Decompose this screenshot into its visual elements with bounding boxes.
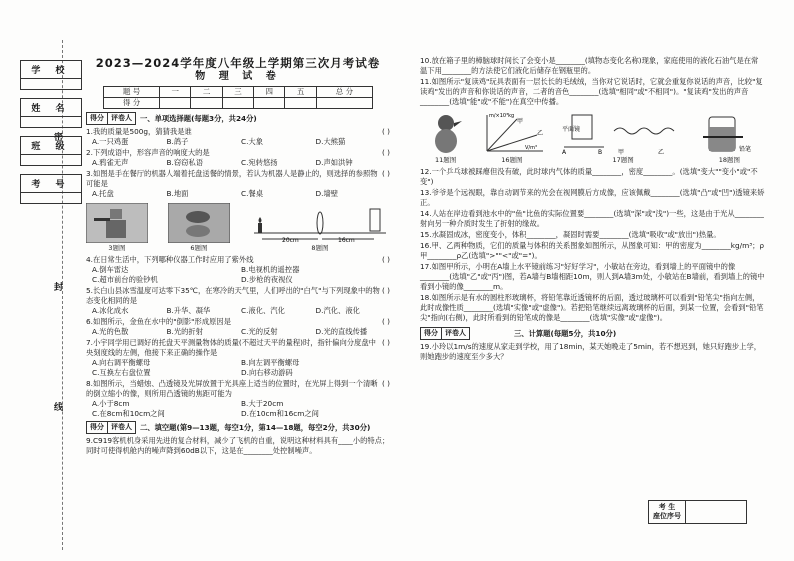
grader-reviewer-label: 评卷人	[111, 114, 132, 122]
section2-heading: 二、填空题(第9—13题，每空1分，第14—18题，每空2分，共30分)	[140, 422, 371, 432]
question-stem: 6.如图所示，金鱼在水中的"倒影"形成原因是	[86, 317, 232, 326]
grader-score-label: 得分	[421, 328, 442, 339]
grader-reviewer-label: 评卷人	[111, 423, 132, 431]
grader-box	[86, 421, 136, 434]
exam-no-box	[20, 174, 82, 204]
grader-box	[420, 327, 470, 340]
question-1	[86, 127, 390, 147]
option-item: A.倒车雷达	[92, 265, 129, 274]
goldfish-icon	[168, 203, 230, 243]
figure-caption: 16题图	[501, 156, 523, 164]
question-2	[86, 148, 390, 168]
option-item: A.一只鸡蛋	[92, 137, 129, 146]
option-item: A.向右调平衡螺母	[92, 358, 151, 367]
seat-number-box	[648, 500, 747, 524]
section2-header	[86, 421, 390, 434]
question-17: 17.如图甲所示，小明在A墙上水平镜前练习"好好学习"，小敏站在旁边，看到墙上的平面镜中的像________(选填"乙"或"丙")图，若A墙与B墙相距10m，则人到A墙3m处，小敏站在B墙前，看到墙上的镜中看到小镜的像________m。	[420, 262, 765, 291]
figure-caption: 3题图	[108, 244, 126, 252]
option-item: A.冰化成水	[92, 306, 129, 315]
axis-label: m/×10³kg	[488, 113, 515, 119]
option-item: B.地面	[166, 189, 189, 198]
mirror-label: 平面镜	[562, 126, 581, 133]
seat-label-line2: 座位序号	[653, 512, 681, 520]
school-box	[20, 60, 82, 90]
question-4	[86, 255, 390, 285]
option-item: C.大象	[241, 137, 264, 146]
answer-paren[interactable]: ( )	[381, 286, 390, 295]
answer-paren[interactable]: ( )	[381, 379, 390, 388]
distance-label: 20cm	[282, 237, 299, 243]
question-stem: 4.在日常生活中，下列哪种仪器工作时应用了紫外线	[86, 255, 254, 264]
class-label: 班 级	[21, 137, 81, 155]
glass-pencil-icon	[699, 111, 759, 155]
figure-caption: 17题图	[612, 156, 634, 164]
option-item: C.液化、汽化	[241, 306, 285, 315]
score-cell[interactable]	[316, 98, 372, 109]
question-stem: 5.长白山县冰雪温度可达零下35℃，在寒冷的天气里，人们呼出的"白气"与下列现象中的物态变化相同的是	[86, 286, 380, 305]
question-12: 12.一个乒乓球被踩瘪但没有破，此时球内气体的质量________，密度________。(选填"变大""变小"或"不变")	[420, 167, 758, 186]
answer-paren[interactable]: ( )	[381, 127, 390, 136]
question-stem: 7.小宇同学用已调好的托盘天平测量物体的质量(不超过天平的量程)时，指针偏向分度盘中央刻度线的左侧，他接下来正确的操作是	[86, 338, 376, 357]
figure-caption: 6题图	[190, 244, 208, 252]
figure-3	[86, 203, 148, 253]
question-8	[86, 379, 390, 419]
option-item: B.升华、凝华	[166, 306, 211, 315]
question-3	[86, 169, 390, 199]
question-19: 19.小玲以1m/s的速度从家走到学校，用了18min，某天她晚走了5min，若不想迟到，她只好跑步上学，则她跑步的速度至少多大？	[420, 342, 762, 361]
class-box	[20, 136, 82, 166]
mass-volume-graph	[477, 111, 547, 155]
option-item: B.窃窃私语	[166, 158, 204, 167]
score-header-cell: 一	[160, 87, 191, 98]
exam-title: 2023—2024学年度八年级上学期第三次月考试卷	[95, 56, 381, 70]
grader-score-label: 得分	[87, 422, 108, 433]
seat-number-field[interactable]	[686, 501, 746, 523]
option-list	[86, 265, 390, 285]
lens-bench-icon	[250, 203, 390, 243]
panel-label: 甲	[618, 149, 625, 155]
series-label: 乙	[536, 130, 543, 137]
toy-chicken-icon	[426, 111, 466, 155]
option-list	[86, 399, 390, 419]
option-list	[86, 189, 390, 199]
question-14: 14.人站在岸边看到池水中的"鱼"比鱼的实际位置要________(选填"深"或"浅")一些，这是由于光从________射向另一种介质时发生了折射的缘故。	[420, 209, 764, 228]
option-item: B.大于20cm	[241, 399, 284, 408]
score-header-cell: 题 号	[104, 87, 160, 98]
section3-header	[420, 327, 765, 340]
figure-16	[477, 111, 547, 165]
left-page	[86, 44, 390, 554]
option-item: D.步枪的夜视仪	[241, 275, 293, 284]
exam-no-label: 考 号	[21, 175, 81, 193]
figure-row-1	[86, 201, 390, 253]
binding-strip	[6, 40, 86, 540]
score-header-cell: 三	[222, 87, 253, 98]
figure-11	[426, 111, 466, 165]
question-9: 9.C919客机机身采用先进的复合材料，减少了飞机的自重，说明这种材料具有____小的特点；同时可使得机舱内的噪声降到60dB以下，这是在________处控制噪声。	[86, 436, 390, 455]
score-row-label: 得 分	[104, 98, 160, 109]
question-15: 15.水凝固成冰，密度变小，体积________，凝固时需要________(选填"吸收"或"放出")热量。	[420, 230, 721, 239]
pencil-label: 铅笔	[739, 146, 752, 153]
axis-label: V/m³	[524, 145, 537, 151]
option-list	[86, 358, 390, 378]
question-stem: 3.如图是手在餐厅的机器人端着托盘送餐的情景，若认为机器人是静止的，则选择的参照物可能是	[86, 169, 378, 188]
option-item: B.光的折射	[166, 327, 204, 336]
section1.questions2-questions	[86, 255, 390, 419]
right-page	[420, 44, 765, 554]
figure-18	[699, 111, 759, 165]
figure-8	[250, 203, 390, 253]
figure-caption: 8题图	[311, 244, 329, 252]
score-cell[interactable]	[254, 98, 285, 109]
distance-label: 16cm	[338, 237, 355, 243]
score-cell[interactable]	[160, 98, 191, 109]
question-stem: 8.如图所示，当蜡烛、凸透镜及光屏放置于光具座上适当的位置时，在光屏上得到一个清晰的倒立缩小的像，则所用凸透镜的焦距可能为	[86, 379, 378, 398]
option-item: D.在10cm和16cm之间	[241, 409, 319, 418]
grader-box	[86, 112, 136, 125]
score-header-cell: 五	[285, 87, 316, 98]
grader-reviewer-label: 评卷人	[445, 329, 466, 337]
option-item: D.大熊猫	[315, 137, 346, 146]
question-13: 13.爷爷是个远视眼，靠自动调节来的光会在视网膜后方成像，应该佩戴________(选填"凸"或"凹")透镜来矫正。	[420, 188, 765, 207]
answer-paren[interactable]: ( )	[381, 317, 390, 326]
answer-paren[interactable]: ( )	[381, 169, 390, 178]
section1-heading: 一、单项选择题(每题3分，共24分)	[140, 113, 257, 123]
figure-6	[168, 203, 230, 253]
option-item: A.光的色散	[92, 327, 129, 336]
figure-caption: 18题图	[718, 156, 741, 164]
wall-label: A	[562, 149, 567, 155]
question-18: 18.如图所示是有水的圆柱形玻璃杯，将铅笔靠近透镜杯的后面，透过玻璃杯可以看到"铅笔尖"指向左侧，此时成像性质________(选填"实像"或"虚像")。若把铅笔继续远离玻璃杯的后面，到某一位置，会看到"铅笔尖"指向(右侧)，此时所看到的铅笔成的像是________(选填"实像"或"虚像")。	[420, 293, 764, 322]
option-list	[86, 158, 390, 168]
option-item: C.超市前台的验钞机	[92, 275, 158, 284]
option-item: C.宛转悠扬	[241, 158, 278, 167]
name-label: 姓 名	[21, 99, 81, 117]
section1-header	[86, 112, 390, 125]
seal-mark: 线	[54, 403, 64, 413]
question-16: 16.甲、乙两种物质，它们的质量与体积的关系图象如图所示，从图象可知：甲的密度为________kg/m³；ρ甲________ρ乙(选填">""<"或"=")。	[420, 241, 765, 260]
question-5	[86, 286, 390, 316]
option-item: A.托盘	[92, 189, 114, 198]
section1.questions-questions	[86, 127, 390, 199]
score-cell[interactable]	[222, 98, 253, 109]
school-label: 学 校	[21, 61, 81, 79]
answer-paren[interactable]: ( )	[381, 338, 390, 347]
wall-label: B	[598, 149, 603, 155]
name-box	[20, 98, 82, 128]
seat-label-line1: 考 生	[658, 503, 676, 511]
question-stem: 1.我的质量是500g，猜猜我是谁	[86, 127, 192, 136]
option-item: D.向右移动游码	[241, 368, 293, 377]
option-item: B.电视机的遥控器	[241, 265, 300, 274]
option-list	[86, 327, 390, 337]
option-item: D.声如洪钟	[315, 158, 353, 167]
figure-caption: 11题图	[434, 156, 457, 164]
figure-17	[558, 111, 688, 165]
option-item: C.餐桌	[241, 189, 264, 198]
score-cell[interactable]	[285, 98, 316, 109]
score-header-cell: 四	[254, 87, 285, 98]
robot-waiter-icon	[86, 203, 148, 243]
grader-score-label: 得分	[87, 113, 108, 124]
question-11: 11.如图所示"复读鸡"玩具表面有一层长长的毛绒绒，当你对它说话时，它就会重复你说话的声音，比较"复读鸡"发出的声音和你说话的声音，二者的音色________(选填"相同"或"不相同")。"复读鸡"发出的声音________(选填"能"或"不能")在真空中传播。	[420, 77, 763, 106]
answer-paren[interactable]: ( )	[381, 255, 390, 264]
option-item: C.互换左右盘位置	[92, 368, 151, 377]
option-item: B.向左调平衡螺母	[241, 358, 300, 367]
option-item: C.光的反射	[241, 327, 278, 336]
section3-heading: 三、计算题(每题5分，共10分)	[514, 328, 617, 338]
score-header-cell: 总 分	[316, 87, 372, 98]
option-item: C.在8cm和10cm之间	[92, 409, 165, 418]
seat-label	[649, 501, 686, 523]
option-item: A.鸦雀无声	[92, 158, 129, 167]
option-item: B.鸽子	[166, 137, 189, 146]
exam-subtitle: 物 理 试 卷	[195, 71, 281, 82]
panel-label: 乙	[658, 149, 665, 155]
question-7	[86, 338, 390, 378]
option-list	[86, 137, 390, 147]
option-item: A.小于8cm	[92, 399, 130, 408]
seal-mark: 密	[54, 133, 64, 143]
score-header-cell: 二	[191, 87, 222, 98]
score-cell[interactable]	[191, 98, 222, 109]
question-10: 10.放在箱子里的樟脑球时间长了会变小是________(填物态变化名称)现象，家庭使用的液化石油气是在常温下用________的方法使它们液化后储存在钢瓶里的。	[420, 56, 759, 75]
option-item: D.汽化、液化	[315, 306, 360, 315]
option-item: D.光的直线传播	[315, 327, 368, 336]
question-stem: 2.下列成语中，形容声音的响度大的是	[86, 148, 210, 157]
series-label: 甲	[516, 118, 523, 125]
score-table	[103, 86, 373, 109]
seal-mark: 封	[54, 283, 64, 293]
option-list	[86, 306, 390, 316]
figure-row-2	[420, 109, 765, 165]
answer-paren[interactable]: ( )	[381, 148, 390, 157]
question-6	[86, 317, 390, 337]
mirror-writing-icon	[558, 111, 688, 155]
option-item: D.墙壁	[315, 189, 339, 198]
